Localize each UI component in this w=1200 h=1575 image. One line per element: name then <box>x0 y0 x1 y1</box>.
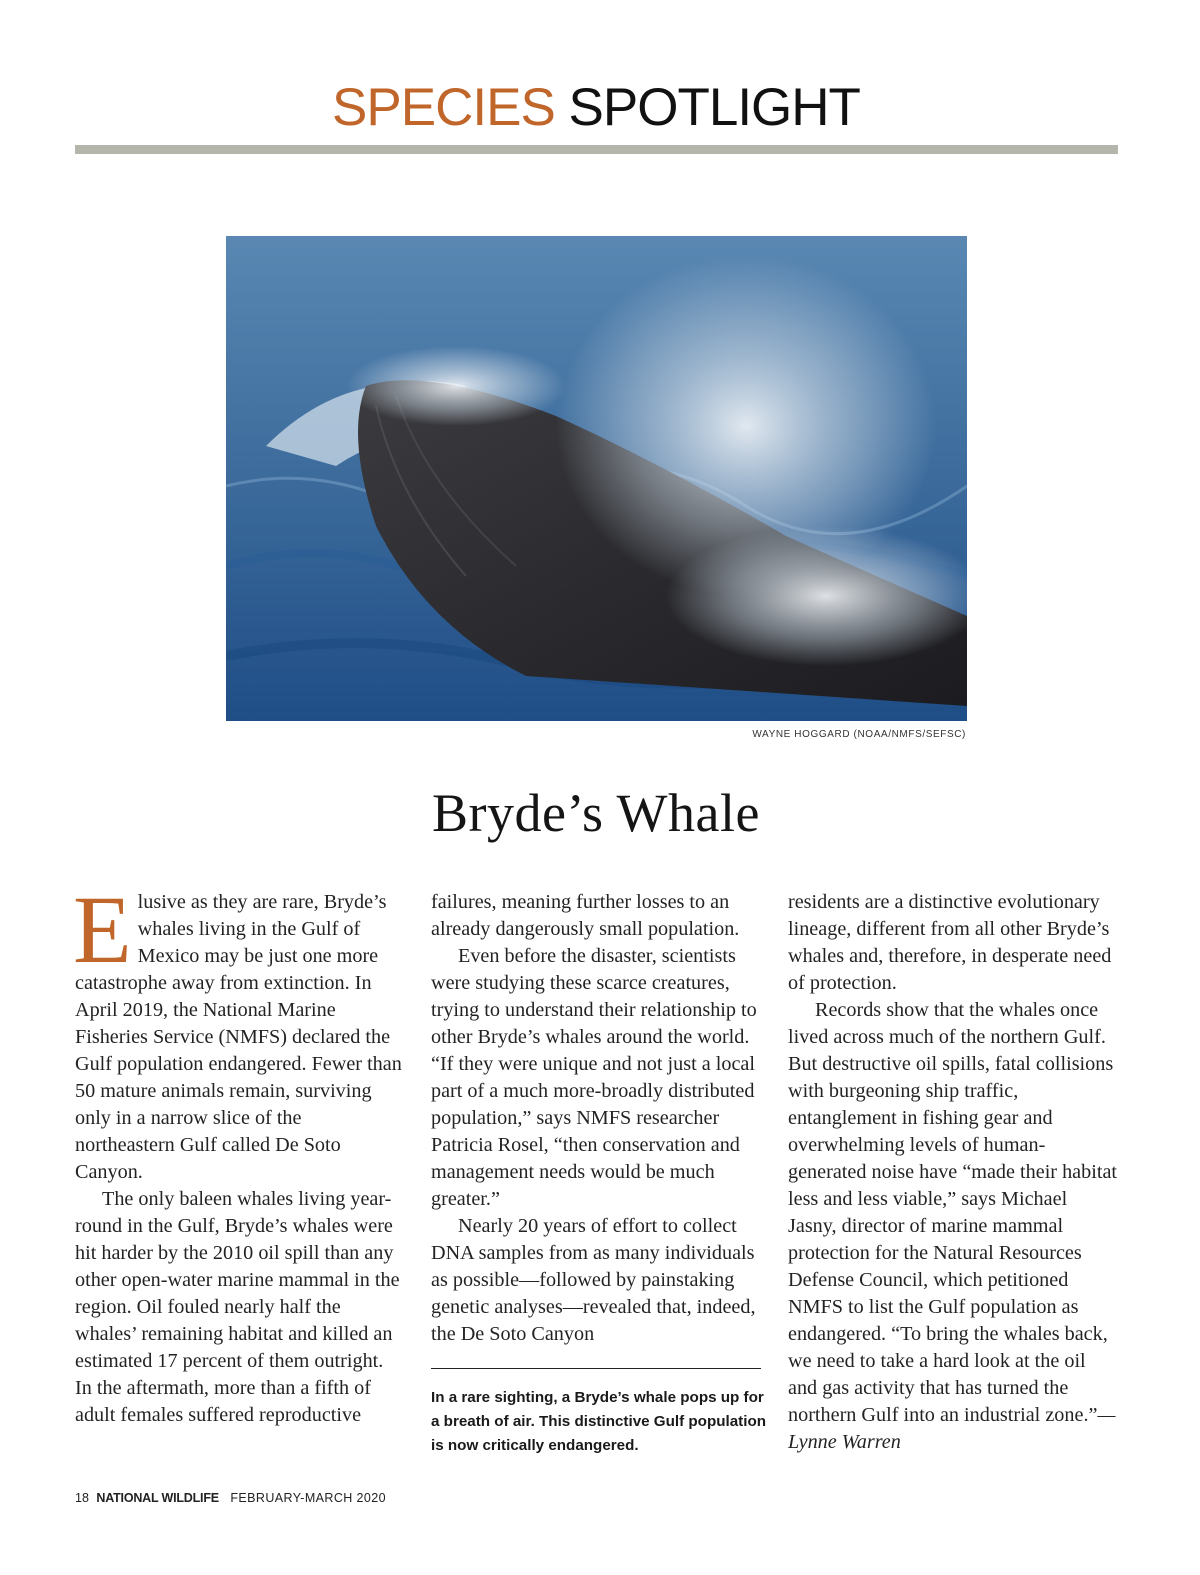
section-header <box>0 76 1192 140</box>
page-footer <box>75 1491 386 1505</box>
body-paragraph: The only baleen whales living year-round in the Gulf, Bryde’s whales were hit harder by the 2010 oil spill than any other open-water marine mammal in the region. Oil fouled nearly half the whales’ remaining habitat and killed an estimated 17 percent of them outright. In the aftermath, more than a fifth of adult females suffered reproductive <box>75 1188 400 1426</box>
section-kicker-main: SPOTLIGHT <box>568 78 860 137</box>
body-paragraph <box>73 876 405 1186</box>
section-kicker-accent: SPECIES <box>332 78 555 137</box>
body-paragraph: Even before the disaster, scientists were studying these scarce creatures, trying to understand their relationship to other Bryde’s whales around the world. “If they were unique and not just a local part of a much more-broadly distributed population,” says NMFS researcher Patricia Rosel, “then conservation and management needs would be much greater.” <box>431 945 757 1210</box>
photo-credit: WAYNE HOGGARD (NOAA/NMFS/SEFSC) <box>752 729 966 740</box>
body-paragraph: Nearly 20 years of effort to collect DNA samples from as many individuals as possible—followed by painstaking genetic analyses—revealed that, indeed, the De Soto Canyon <box>431 1215 756 1345</box>
photo-caption: In a rare sighting, a Bryde’s whale pops up for a breath of air. This distinctive Gulf population is now critically endangered. <box>431 1389 766 1454</box>
article-title: Bryde’s Whale <box>432 783 760 843</box>
header-rule <box>75 145 1118 154</box>
page-number: 18 <box>75 1491 89 1505</box>
drop-cap: E <box>73 876 132 983</box>
paragraph-text: lusive as they are rare, Bryde’s whales living in the Gulf of Mexico may be just one more catastrophe away from extinction. In April 2019, the National Marine Fisheries Service (NMFS) declared the Gulf population endangered. Fewer than 50 mature animals remain, surviving only in a narrow slice of the northeastern Gulf called De Soto Canyon. <box>75 891 402 1183</box>
body-column-3 <box>788 889 1118 1456</box>
whale-illustration <box>226 236 967 721</box>
issue-date: FEBRUARY-MARCH 2020 <box>230 1491 386 1505</box>
whale-photo <box>226 236 967 721</box>
paragraph-text: Records show that the whales once lived across much of the northern Gulf. But destructive oil spills, fatal collisions with burgeoning ship traffic, entanglement in fishing gear and overwhelming levels of human-generated noise have “made their habitat less and less viable,” says Michael Jasny, director of marine mammal protection for the Natural Resources Defense Council, which petitioned NMFS to list the Gulf population as endangered. “To bring the whales back, we need to take a hard look at the oil and gas activity that has turned the northern Gulf into an industrial zone.” <box>788 999 1118 1426</box>
body-paragraph: residents are a distinctive evolutionary lineage, different from all other Bryde’s whales and, therefore, in desperate need of protection. <box>788 891 1112 994</box>
publication-name: NATIONAL WILDLIFE <box>96 1491 219 1505</box>
body-column-1 <box>73 876 405 1429</box>
body-paragraph: failures, meaning further losses to an already dangerously small population. <box>431 891 740 940</box>
body-column-2 <box>431 889 761 1348</box>
author-byline: —Lynne Warren <box>788 1404 1116 1453</box>
body-paragraph <box>788 997 1118 1456</box>
caption-rule <box>431 1368 761 1369</box>
